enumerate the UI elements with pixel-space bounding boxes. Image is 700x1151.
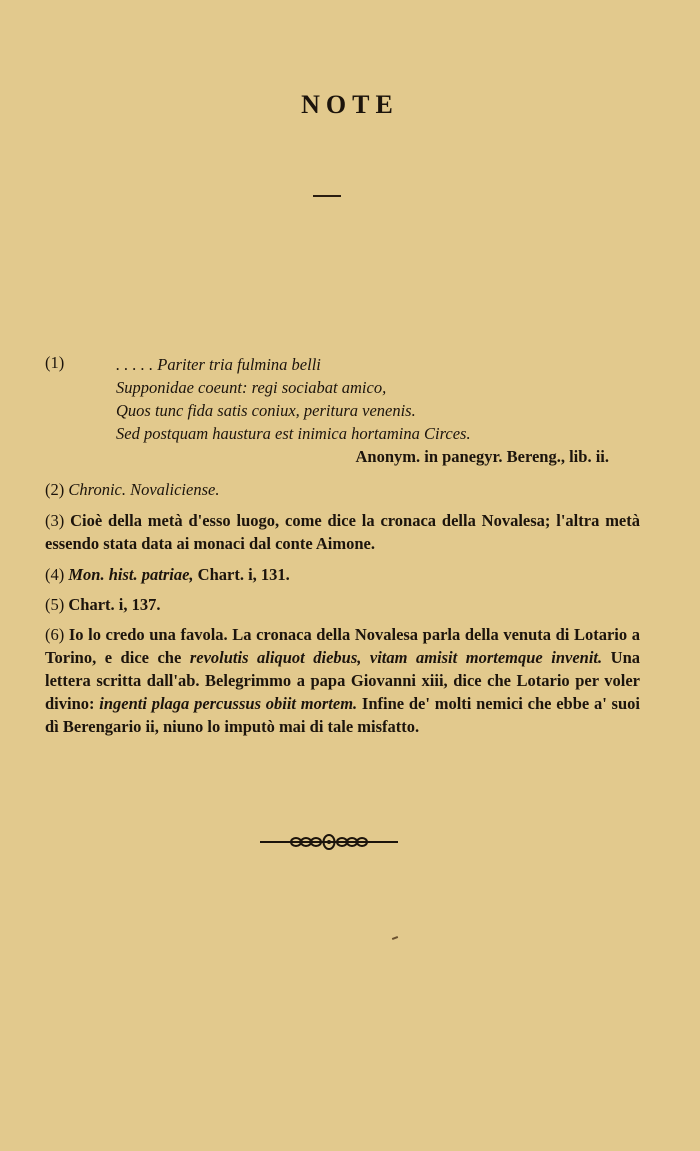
note-4 (45, 563, 640, 586)
note-3-number: (3) (45, 511, 65, 530)
note-6-text: Io lo credo una favola. La cronaca della Novalesa parla della venuta di Lotario a Torino, e dice che (45, 625, 640, 667)
note-4-number: (4) (45, 565, 65, 584)
note-2 (45, 478, 640, 501)
note-5 (45, 593, 640, 616)
verse-citation: Anonym. in panegyr. Bereng., lib. ii. (355, 447, 609, 466)
note-5-text: Chart. i, 137. (68, 595, 161, 614)
note-4-text: Chart. i, 131. (193, 565, 290, 584)
note-2-text: Chronic. Novaliciense. (68, 480, 220, 499)
verse-line: Sed postquam haustura est inimica hortamina Circes. (116, 424, 471, 443)
note-6-quote: revolutis aliquot diebus, vitam amisit mortemque invenit. (189, 648, 603, 667)
note-6-text: Una lettera scritta dall'ab. Belegrimmo a papa Giovanni xiii, dice che Lotario per voler divino: (45, 648, 641, 713)
verse-lines (116, 353, 636, 445)
note-4-source: Mon. hist. patriae, (68, 565, 194, 584)
note-3-text: Cioè della metà d'esso luogo, come dice la cronaca della Novalesa; l'altra metà essendo stata data ai monaci dal conte Aimone. (45, 511, 641, 553)
ink-speck (392, 936, 398, 940)
page-title: NOTE (301, 90, 399, 119)
note-5-number: (5) (45, 595, 65, 614)
note-6-number: (6) (45, 625, 65, 644)
note-2-number: (2) (45, 480, 65, 499)
note-3 (45, 509, 640, 555)
title-rule (313, 195, 341, 197)
note-6-quote: ingenti plaga percussus obiit mortem. (99, 694, 358, 713)
verse-line: . . . . . Pariter tria fulmina belli (116, 355, 321, 374)
note-1-number: (1) (45, 353, 65, 372)
note-6-text: Infine de' molti nemici che ebbe a' suoi dì Berengario ii, niuno lo imputò mai di tale misfatto. (45, 694, 640, 736)
verse-line: Supponidae coeunt: regi sociabat amico, (116, 378, 387, 397)
ornament-divider (258, 832, 400, 852)
verse-line: Quos tunc fida satis coniux, peritura venenis. (116, 401, 416, 420)
note-6 (45, 623, 640, 738)
